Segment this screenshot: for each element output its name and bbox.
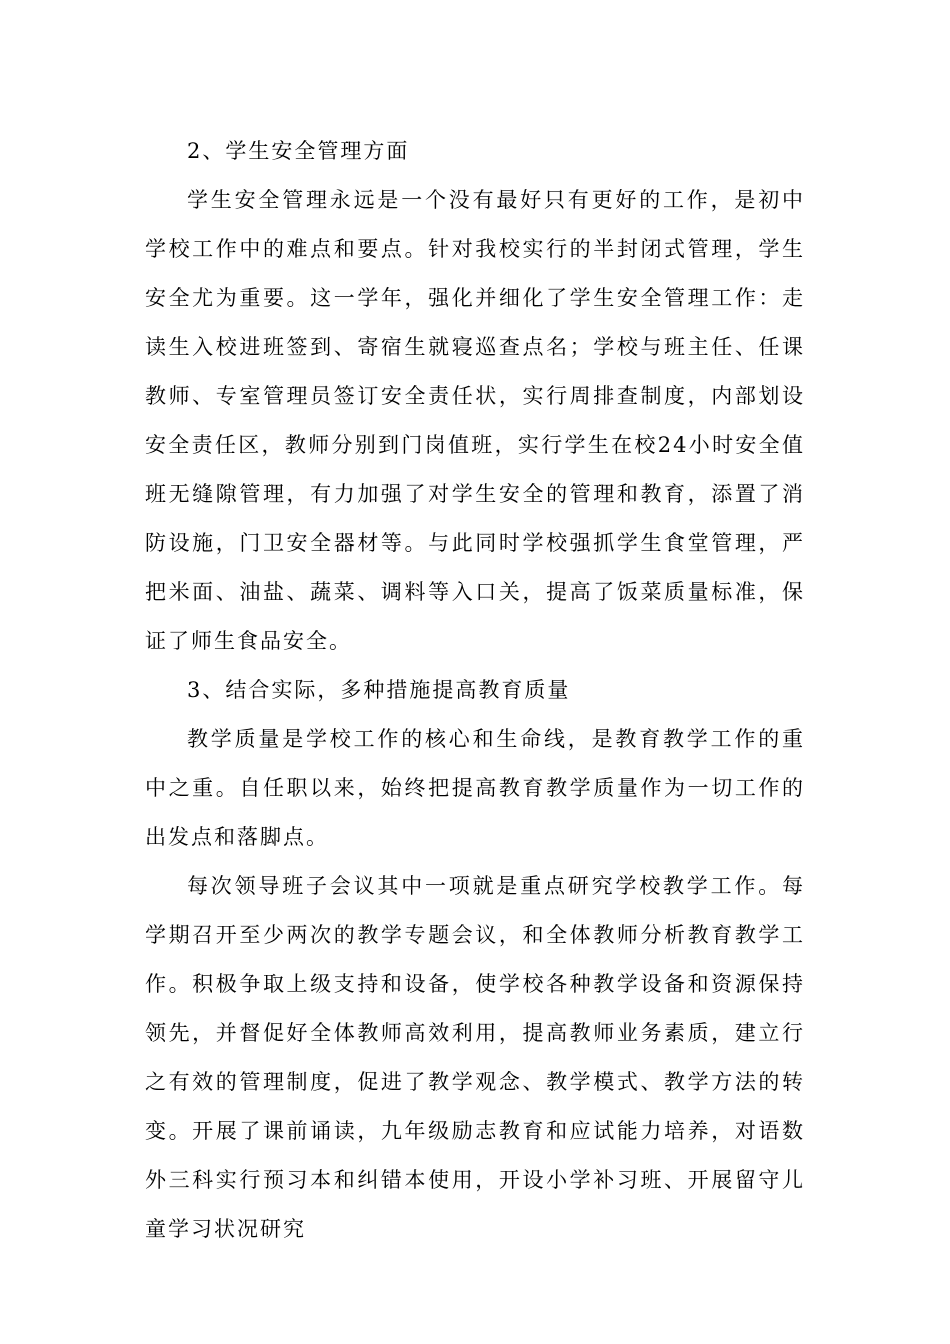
document-page — [145, 127, 805, 1254]
section-heading-safety: 2、学生安全管理方面 — [187, 139, 410, 163]
paragraph-safety-management: 学生安全管理永远是一个没有最好只有更好的工作，是初中学校工作中的难点和要点。针对我校实行的半封闭式管理，学生安全尤为重要。这一学年，强化并细化了学生安全管理工作：走读生入校进班签到、寄宿生就寝巡查点名；学校与班主任、任课教师、专室管理员签订安全责任状，实行周排查制度，内部划设安全责任区，教师分别到门岗值班，实行学生在校24小时安全值班无缝隙管理，有力加强了对学生安全的管理和教育，添置了消防设施，门卫安全器材等。与此同时学校强抓学生食堂管理，严把米面、油盐、蔬菜、调料等入口关，提高了饭菜质量标准，保证了师生食品安全。 — [145, 188, 805, 653]
paragraph-teaching-quality: 教学质量是学校工作的核心和生命线，是教育教学工作的重中之重。自任职以来，始终把提高教育教学质量作为一切工作的出发点和落脚点。 — [145, 727, 805, 849]
paragraph-leadership-meetings: 每次领导班子会议其中一项就是重点研究学校教学工作。每学期召开至少两次的教学专题会议，和全体教师分析教育教学工作。积极争取上级支持和设备，使学校各种教学设备和资源保持领先，并督促好全体教师高效利用，提高教师业务素质，建立行之有效的管理制度，促进了教学观念、教学模式、教学方法的转变。开展了课前诵读，九年级励志教育和应试能力培养，对语数外三科实行预习本和纠错本使用，开设小学补习班、开展留守儿童学习状况研究 — [145, 874, 805, 1241]
section-heading-quality: 3、结合实际，多种措施提高教育质量 — [187, 678, 571, 702]
